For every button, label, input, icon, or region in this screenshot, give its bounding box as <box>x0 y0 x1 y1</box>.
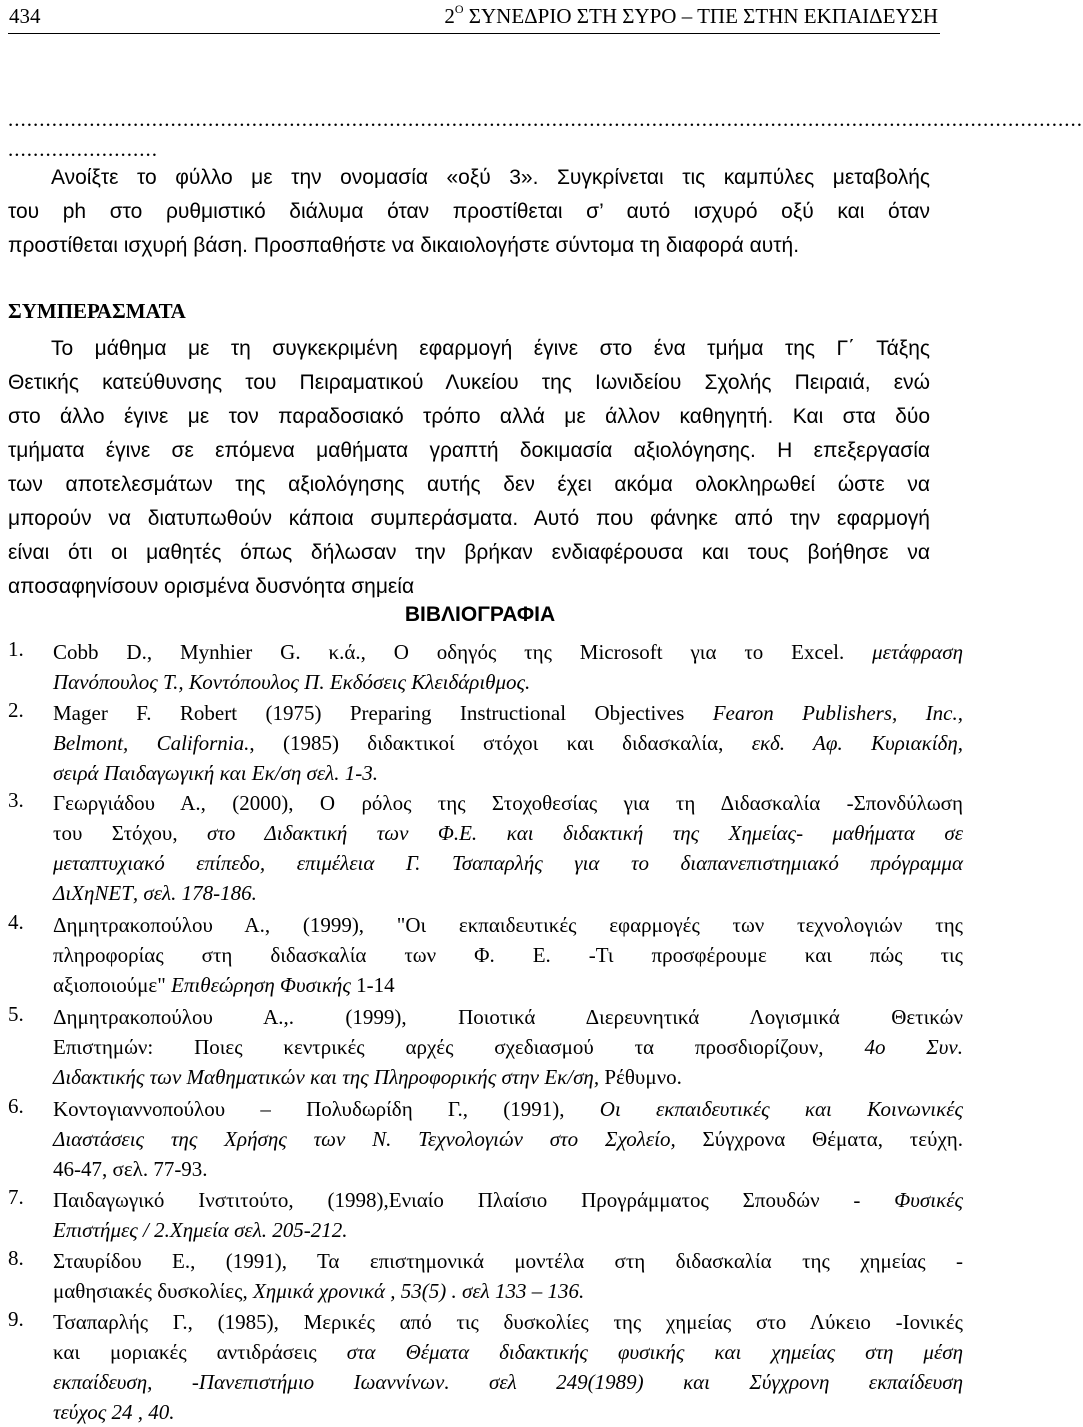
header-rule <box>8 33 940 34</box>
running-head: $2^O$ ΣΥΝΕΔΡΙΟ ΣΤΗ ΣΥΡΟ – ΤΠΕ ΣΤΗΝ ΕΚΠΑΙΔΕΥΣΗ <box>444 2 938 28</box>
dotted-line: ........................ <box>8 137 158 161</box>
page-number: 434 <box>9 4 41 28</box>
conclusions-paragraph: Το μάθημα με τη συγκεκριμένη εφαρμογή έγινε στο ένα τμήμα της Γ΄ Τάξης Θετικής κατεύθυνσης του Πειραματικού Λυκείου της Ιωνιδείου Σχολής Πειραιά, ενώ στο άλλο έγινε με τον παραδοσιακό τρόπο αλλά με άλλον καθηγητή. Και στα δύο τμήματα έγινε σε επόμενα μαθήματα γραπτή δοκιμασία αξιολόγησης. Η επεξεργασία των αποτελεσμάτων της αξιολόγησης αυτής δεν έχει ακόμα ολοκληρωθεί ώστε να μπορούν να διατυπωθούν κάποια συμπεράσματα. Αυτό που φάνηκε από την εφαρμογή είναι ότι οι μαθητές όπως δήλωσαν την βρήκαν ενδιαφέρουσα και τους βοήθησε να αποσαφηνίσουν ορισμένα δυσνόητα σημεία <box>8 337 930 598</box>
page-header <box>0 0 960 38</box>
dotted-line: ............................................................................................................................................................................ <box>8 107 1083 131</box>
intro-paragraph: Ανοίξτε το φύλλο με την ονομασία «οξύ 3». Συγκρίνεται τις καμπύλες μεταβολής του ph στο ρυθμιστικό διάλυμα όταν προστίθεται σ’ αυτό ισχυρό οξύ και όταν προστίθεται ισχυρή βάση. Προσπαθήστε να δικαιολογήστε σύντομα τη διαφορά αυτή. <box>8 166 930 257</box>
section-heading-conclusions: ΣΥΜΠΕΡΑΣΜΑΤΑ <box>8 299 186 323</box>
section-heading-bibliography: ΒΙΒΛΙΟΓΡΑΦΙΑ <box>404 603 556 626</box>
